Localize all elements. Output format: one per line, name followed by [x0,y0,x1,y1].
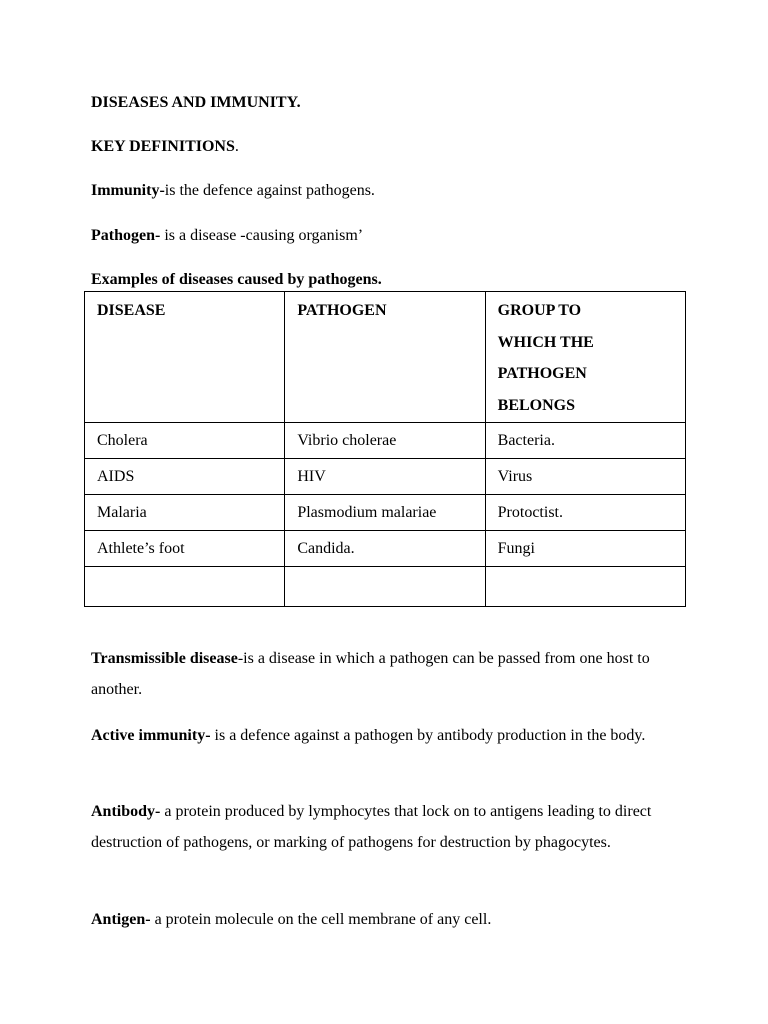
active-immunity-definition [91,720,691,751]
cell-disease: Cholera [85,423,285,459]
table-row [85,495,686,531]
transmissible-disease-term: Transmissible disease [91,650,238,667]
diseases-table [84,291,686,607]
table-row [85,423,686,459]
table-row [85,459,686,495]
pathogen-text: is a disease -causing organism’ [160,227,364,244]
active-immunity-term: Active immunity- [91,727,211,744]
antibody-text: a protein produced by lymphocytes that lock on to antigens leading to direct destruction of pathogens, or marking of pathogens for destruction by phagocytes. [91,803,652,851]
table-caption: Examples of diseases caused by pathogens. [91,271,382,288]
key-definitions-period: . [234,138,239,155]
cell-group: Bacteria. [485,423,685,459]
transmissible-disease-text: -is a disease in which a pathogen can be passed from one host to another. [91,650,650,698]
cell-disease: Malaria [85,495,285,531]
cell-pathogen [285,567,485,607]
cell-pathogen: Vibrio cholerae [285,423,485,459]
cell-group: Virus [485,459,685,495]
header-group-line: WHICH THE [497,333,594,351]
cell-group [485,567,685,607]
cell-pathogen: HIV [285,459,485,495]
transmissible-disease-definition [91,643,691,705]
antigen-text: a protein molecule on the cell membrane of any cell. [150,911,492,928]
key-definitions-heading [91,137,239,157]
table-row [85,531,686,567]
key-definitions-label: KEY DEFINITIONS [91,138,235,155]
header-disease [85,292,285,423]
cell-disease: AIDS [85,459,285,495]
cell-disease: Athlete’s foot [85,531,285,567]
header-group [485,292,685,423]
immunity-term: Immunity- [91,182,165,199]
cell-group: Fungi [485,531,685,567]
antibody-term: Antibody- [91,803,161,820]
header-group-line: GROUP TO [497,302,582,319]
antibody-definition [91,796,691,858]
cell-pathogen: Plasmodium malariae [285,495,485,531]
table-header-row [85,292,686,423]
header-disease-label: DISEASE [97,302,166,319]
document-title: DISEASES AND IMMUNITY. [91,94,301,111]
antigen-definition [91,904,691,935]
cell-pathogen: Candida. [285,531,485,567]
header-pathogen [285,292,485,423]
cell-group: Protoctist. [485,495,685,531]
pathogen-definition [91,226,363,246]
header-group-line: PATHOGEN [497,365,587,382]
table-row-empty [85,567,686,607]
header-group-line: BELONGS [497,396,576,414]
antigen-term: Antigen- [91,911,151,928]
cell-disease [85,567,285,607]
immunity-definition [91,181,375,201]
immunity-text: is the defence against pathogens. [164,182,375,199]
header-pathogen-label: PATHOGEN [297,302,387,319]
active-immunity-text: is a defence against a pathogen by antibody production in the body. [210,727,646,744]
pathogen-term: Pathogen- [91,227,161,244]
